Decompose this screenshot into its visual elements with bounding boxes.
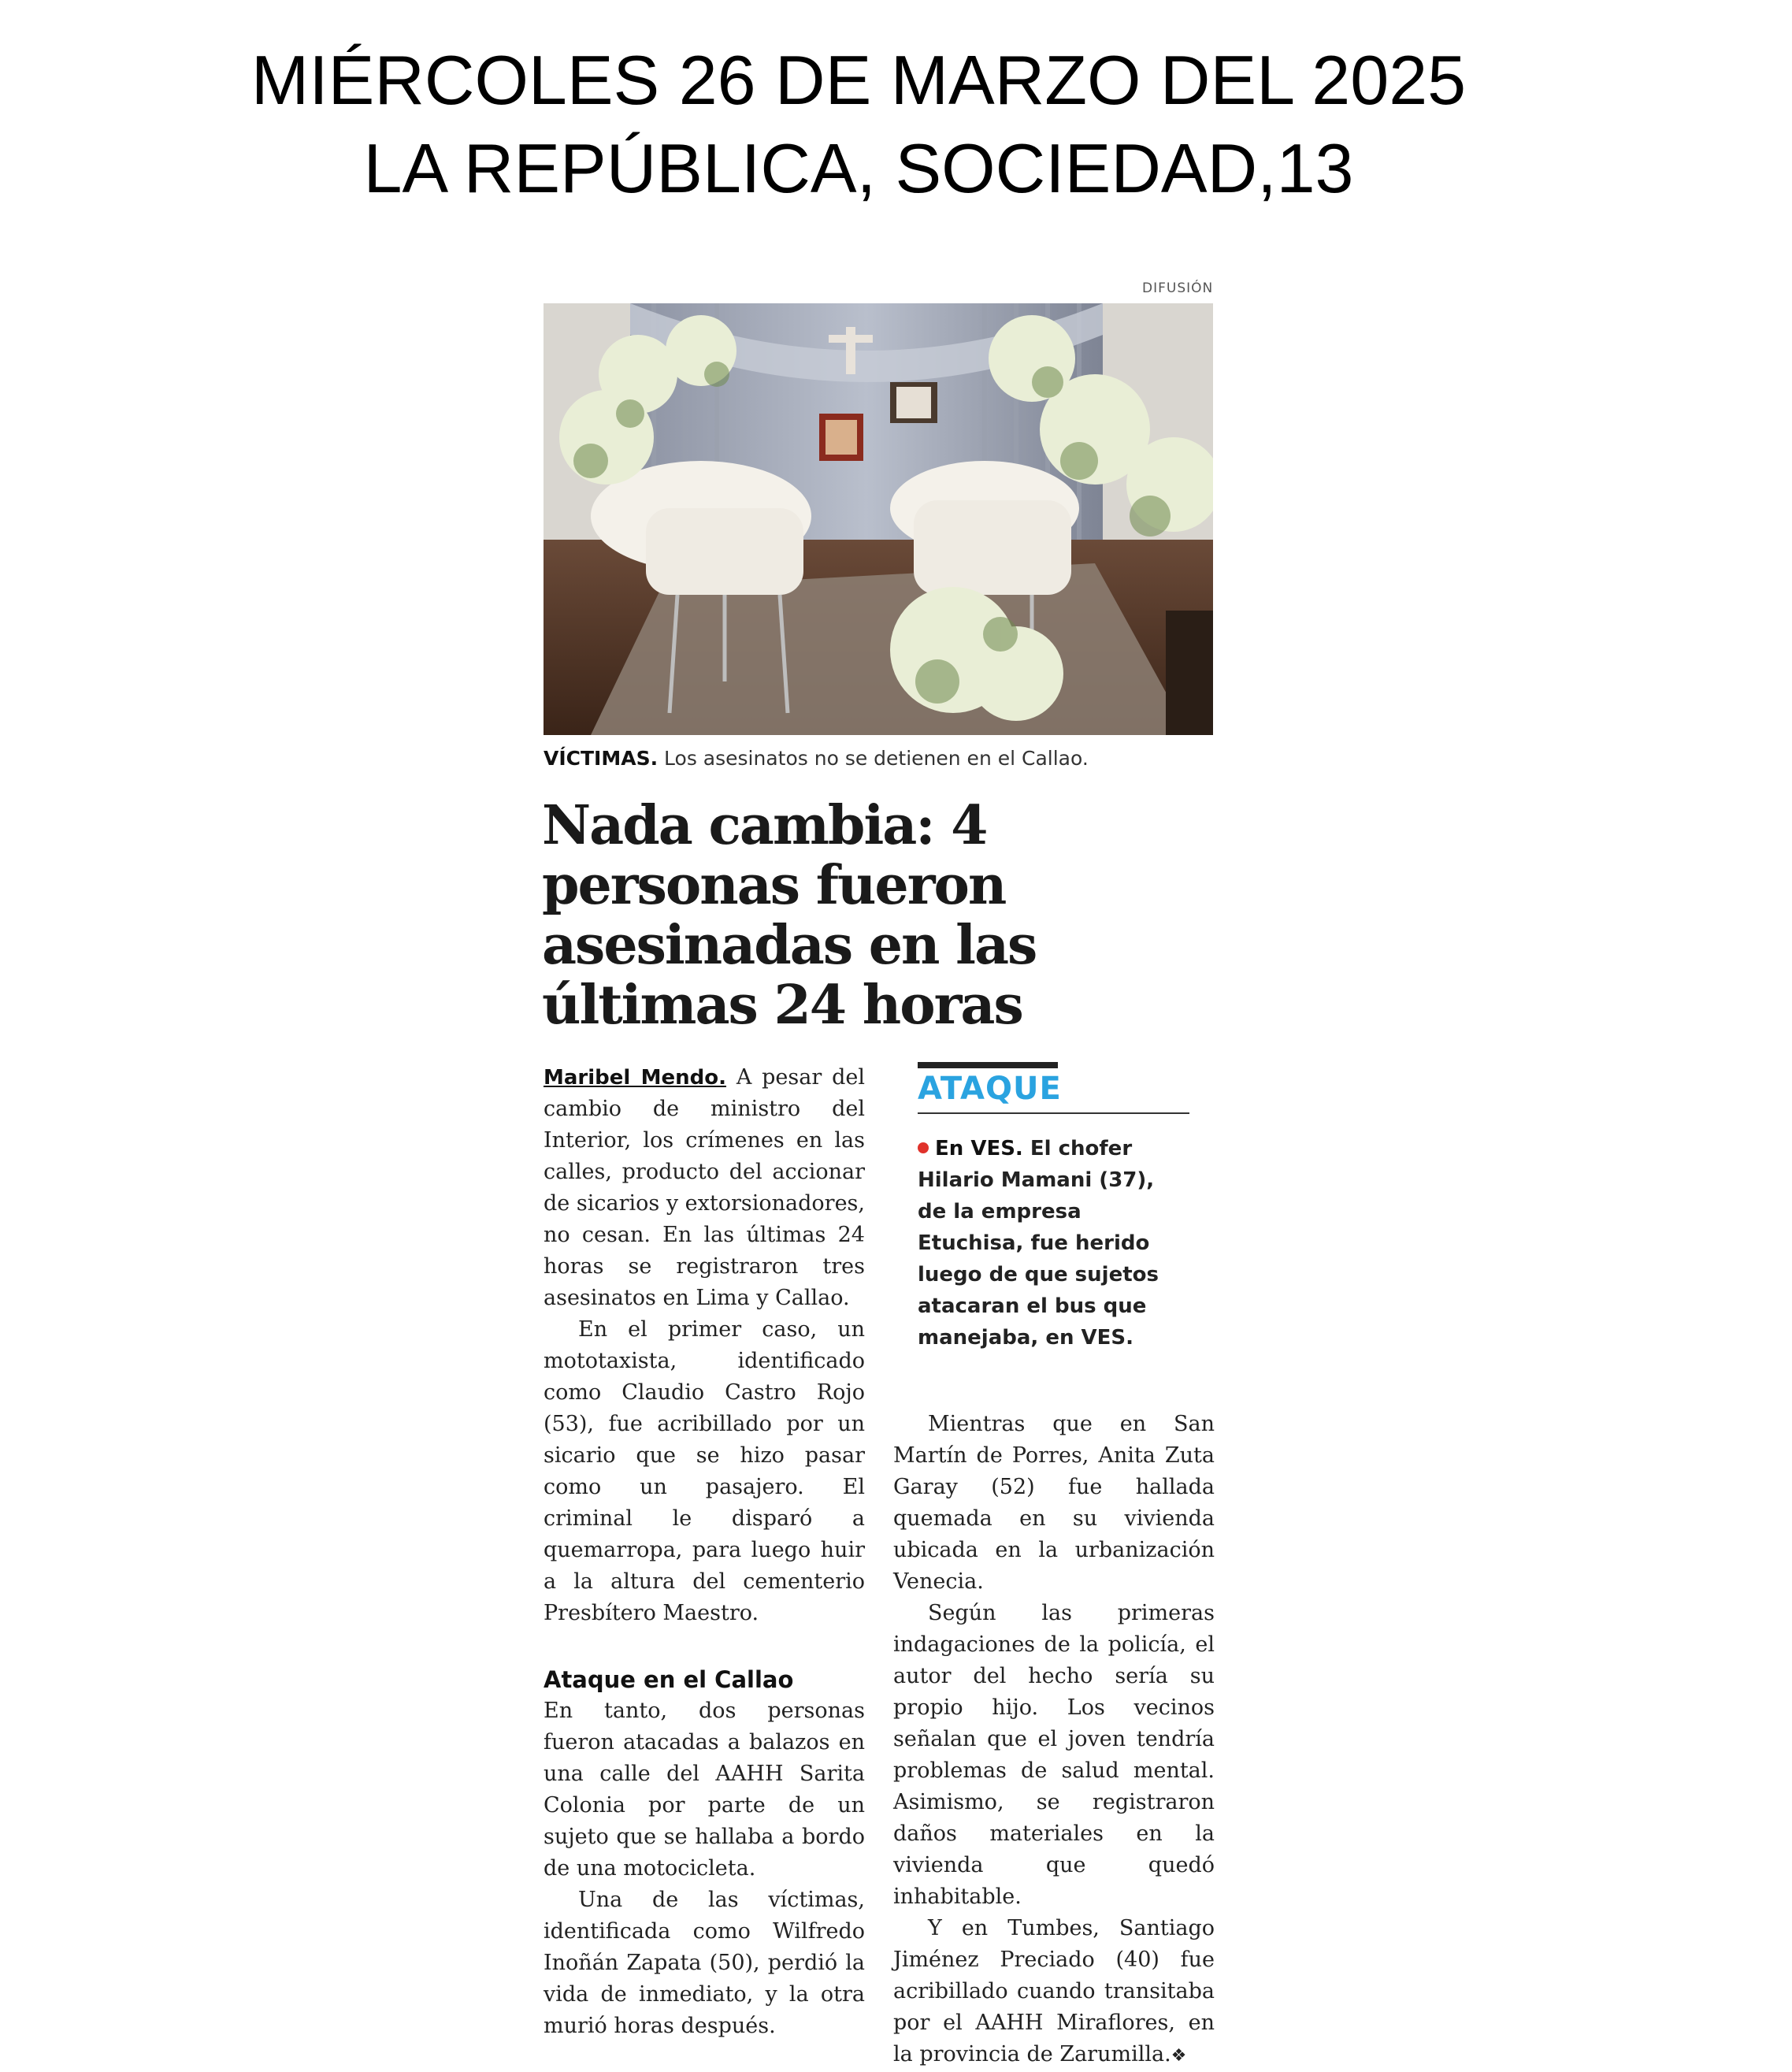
photo-credit: DIFUSIÓN <box>1142 280 1214 296</box>
sidebar-rule <box>918 1112 1189 1114</box>
article-column-left <box>544 1062 865 2042</box>
article-paragraph: Y en Tumbes, Santiago Jiménez Preciado (40) fue acribillado cuando transitaba por el AAHH Miraflores, en la provincia de Zarumilla.❖ <box>893 1916 1215 2066</box>
end-mark-icon: ❖ <box>1171 2046 1187 2066</box>
article-paragraph: En el primer caso, un mototaxista, identificado como Claudio Castro Rojo (53), fue acribillado por un sicario que se hizo pasar como un pasajero. El criminal le disparó a quemarropa, para luego huir a la altura del cementerio Presbítero Maestro. <box>544 1317 865 1625</box>
sidebar-title: ATAQUE <box>918 1071 1062 1107</box>
article-paragraph: Maribel Mendo. A pesar del cambio de ministro del Interior, los crímenes en las calles, producto del accionar de sicarios y extorsionadores, no cesan. En las últimas 24 horas se registraron tres asesinatos en Lima y Callao. <box>544 1065 865 1310</box>
photo-caption <box>544 747 1221 770</box>
bullet-icon <box>918 1142 929 1153</box>
author-byline: Maribel Mendo. <box>544 1066 726 1090</box>
article-column-right <box>893 1409 1215 2072</box>
sidebar-place: En VES. <box>935 1137 1023 1160</box>
section-subhead: Ataque en el Callao <box>544 1666 794 1693</box>
headline: Nada cambia: 4 personas fueron asesinadas en las últimas 24 horas <box>542 794 1037 1037</box>
article-paragraph: Mientras que en San Martín de Porres, Anita Zuta Garay (52) fue hallada quemada en su vivienda ubicada en la urbanización Venecia. <box>893 1412 1215 1594</box>
sidebar-box <box>918 1062 1189 1353</box>
article-paragraph: Una de las víctimas, identificada como Wilfredo Inoñán Zapata (50), perdió la vida de inmediato, y la otra murió horas después. <box>544 1888 865 2038</box>
page-header-date: MIÉRCOLES 26 DE MARZO DEL 2025 <box>250 41 1467 119</box>
funeral-photo <box>544 303 1213 735</box>
caption-text: Los asesinatos no se detienen en el Callao. <box>658 747 1089 770</box>
sidebar-text: El chofer Hilario Mamani (37), de la empresa Etuchisa, fue herido luego de que sujetos atacaran el bus que manejaba, en VES. <box>918 1137 1159 1350</box>
page-header-source: LA REPÚBLICA, SOCIEDAD,13 <box>363 129 1354 207</box>
article-paragraph: Según las primeras indagaciones de la policía, el autor del hecho sería su propio hijo. Los vecinos señalan que el joven tendría problemas de salud mental. Asimismo, se registraron daños materiales en la vivienda que quedó inhabitable. <box>893 1601 1215 1909</box>
sidebar-body <box>918 1133 1189 1353</box>
sidebar-bar <box>918 1062 1058 1068</box>
article-paragraph: En tanto, dos personas fueron atacadas a balazos en una calle del AAHH Sarita Colonia por parte de un sujeto que se hallaba a bordo de una motocicleta. <box>544 1699 865 1881</box>
caption-label: VÍCTIMAS. <box>544 747 659 770</box>
